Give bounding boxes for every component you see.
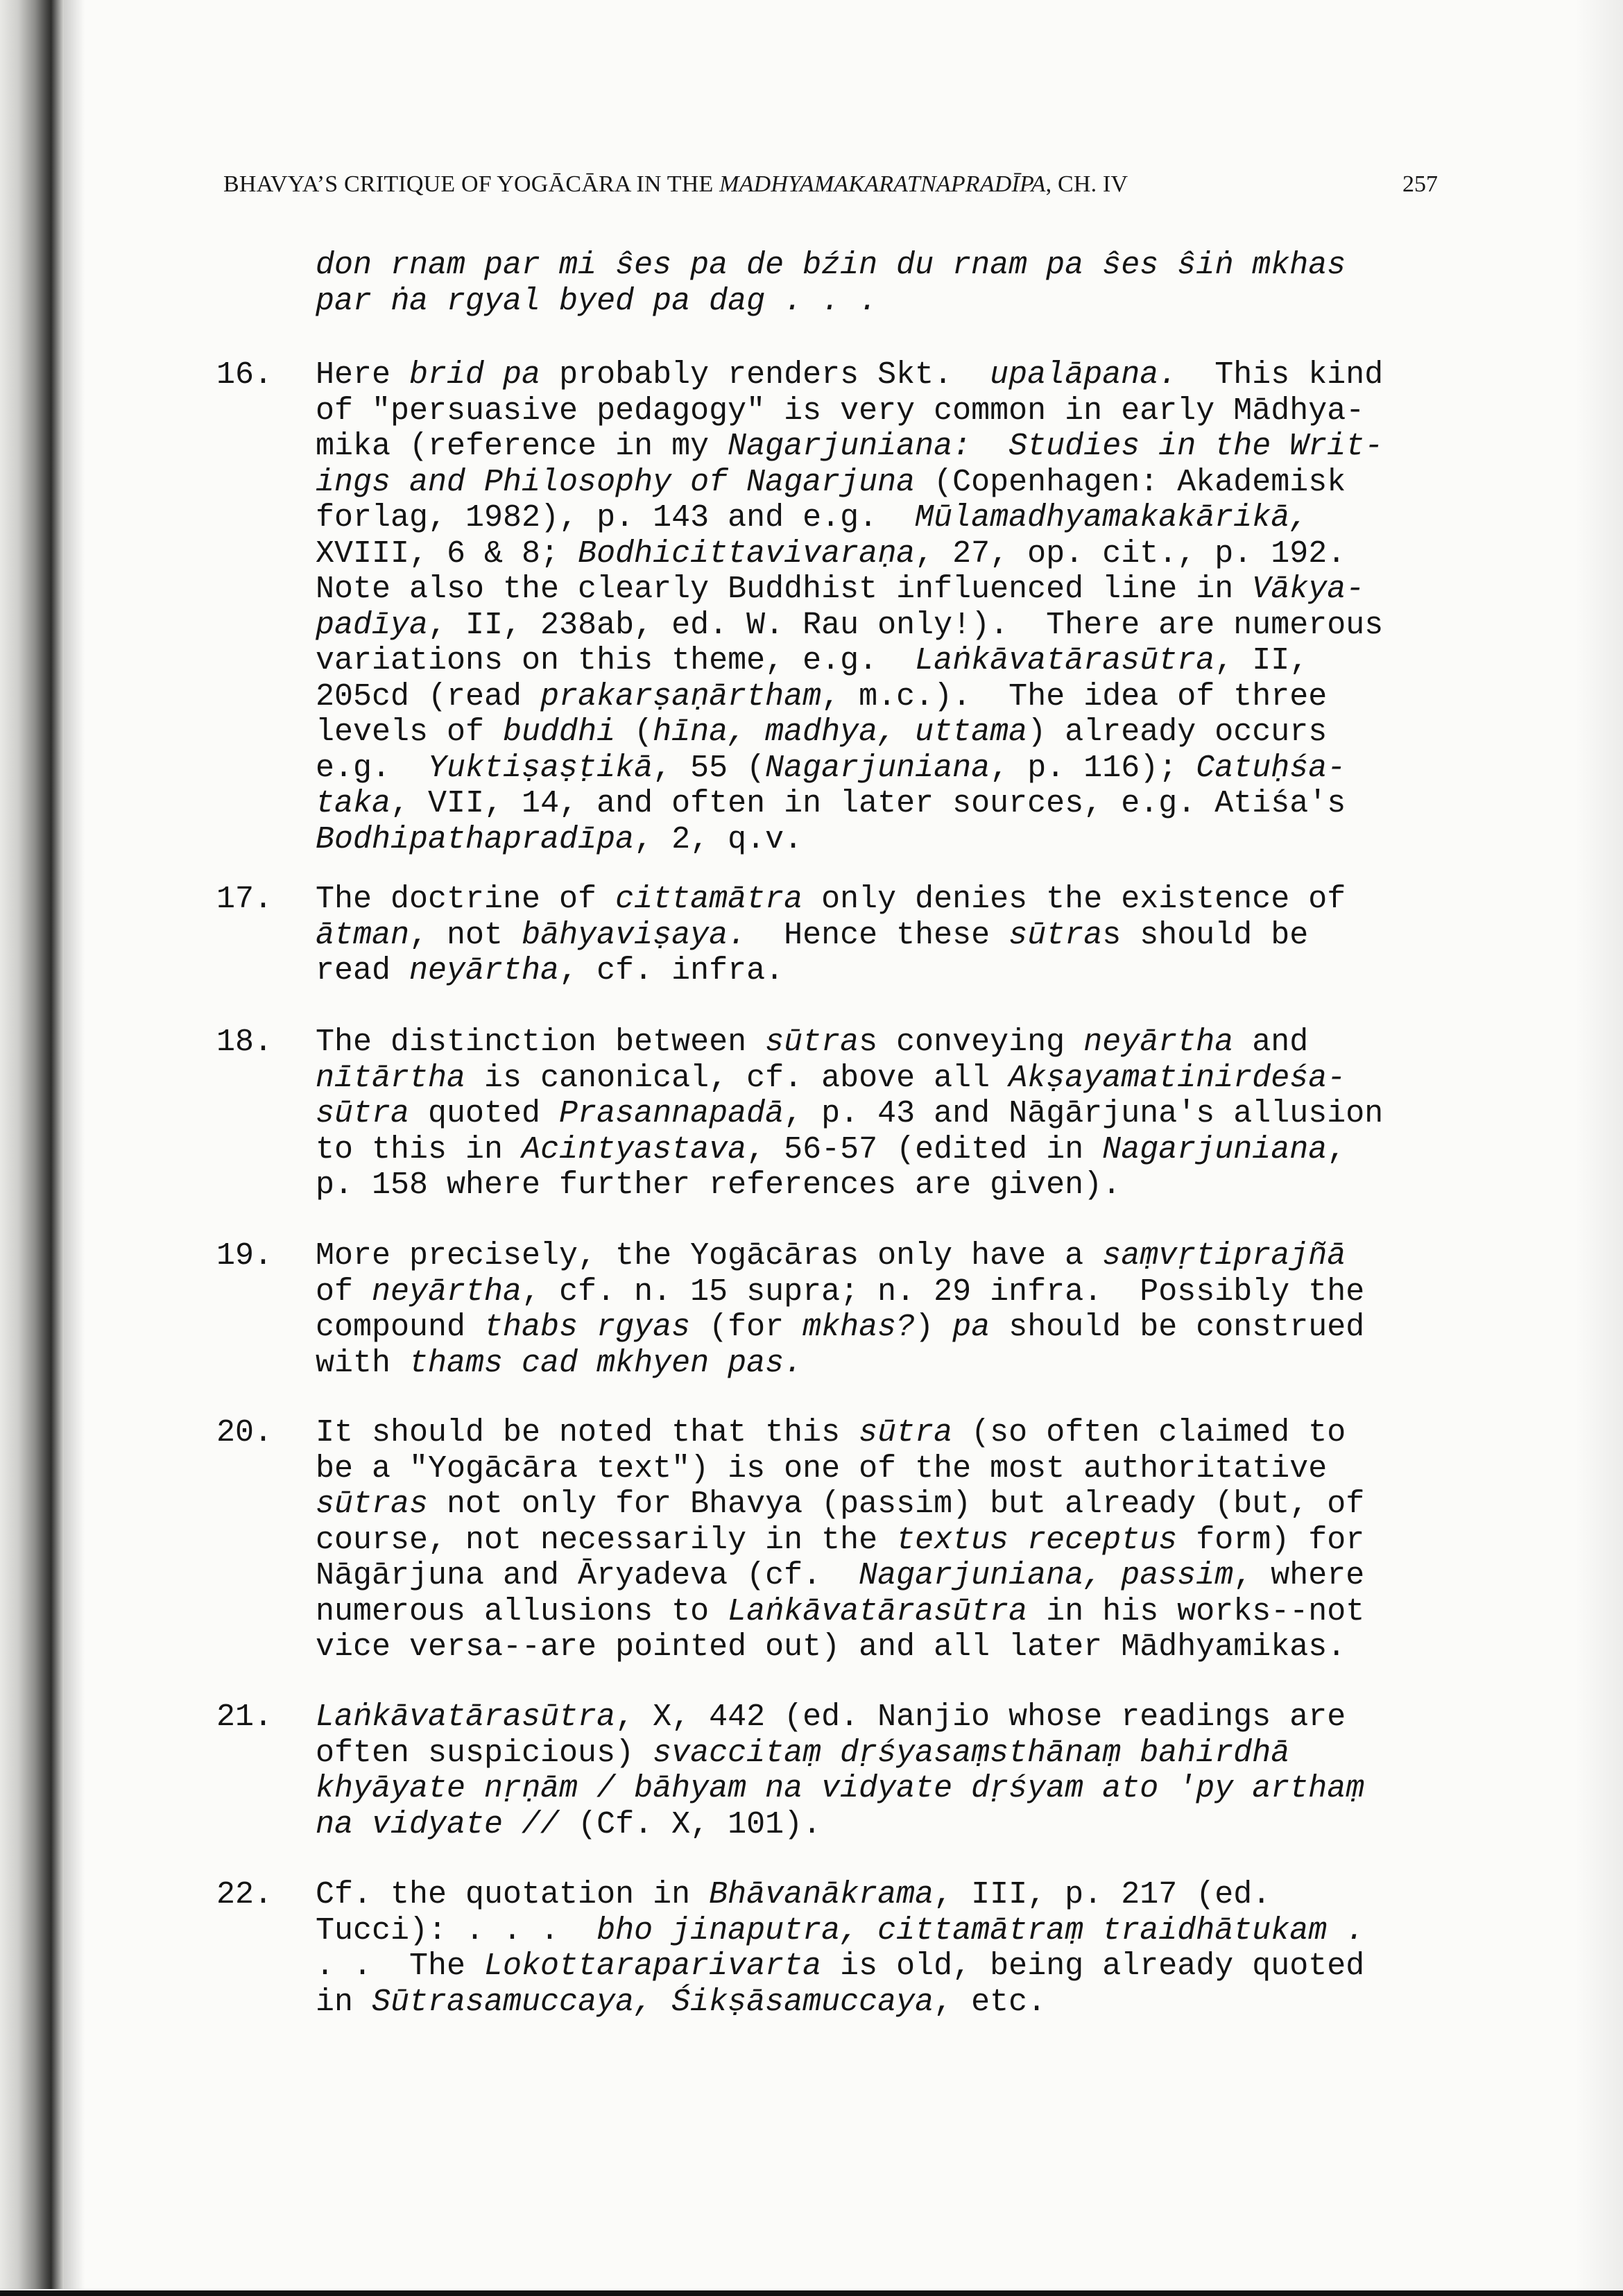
- text-line: [316, 608, 1383, 644]
- text-line: [316, 1096, 1383, 1132]
- text-line: [316, 918, 1346, 954]
- text-run: ,: [1327, 1131, 1346, 1167]
- text-run: quoted: [409, 1096, 560, 1131]
- text-run: s should be: [1102, 917, 1309, 953]
- footnote-body: [316, 1025, 1383, 1203]
- page-number: 257: [1402, 171, 1438, 197]
- italic-text: Bodhipathapradīpa: [316, 821, 635, 857]
- text-line: [316, 953, 1346, 989]
- text-run: Nāgārjuna and Āryadeva (cf.: [316, 1558, 859, 1593]
- text-line: [316, 393, 1383, 429]
- text-run: (Cf. X, 101).: [559, 1806, 822, 1842]
- italic-text: padīya: [316, 607, 429, 643]
- text-run: Note also the clearly Buddhist influenced line in: [316, 572, 1253, 607]
- text-line: [316, 1310, 1364, 1346]
- text-line: [316, 429, 1383, 465]
- text-run: probably renders Skt.: [540, 357, 990, 393]
- text-line: [316, 1807, 1364, 1843]
- text-run: ) already occurs: [1027, 714, 1328, 750]
- text-line: [316, 1274, 1364, 1310]
- italic-text: prakarṣaṇārtham: [540, 678, 822, 714]
- italic-text: Nagarjuniana: [1102, 1131, 1328, 1167]
- text-run: , p. 116);: [990, 750, 1196, 786]
- text-run: read: [316, 953, 410, 988]
- text-run: not only for Bhavya (passim) but already (but, of: [428, 1487, 1365, 1522]
- italic-text: Catuḥśa-: [1196, 750, 1346, 786]
- italic-text: taka: [316, 786, 391, 821]
- text-run: course, not necessarily in the: [316, 1522, 897, 1558]
- italic-text: Nagarjuniana: [765, 750, 990, 786]
- italic-text: textus receptus: [896, 1522, 1178, 1558]
- italic-text: Bodhicittavivaraṇa: [578, 536, 916, 572]
- text-line: [316, 1736, 1364, 1772]
- italic-text: ātman: [316, 917, 410, 953]
- footnote-number: 21.: [216, 1699, 273, 1735]
- text-run: compound: [316, 1310, 485, 1345]
- italic-text: Nagarjuniana, passim: [859, 1558, 1234, 1593]
- text-run: , III, p. 217 (ed.: [934, 1877, 1271, 1912]
- text-run: should be construed: [990, 1310, 1365, 1345]
- italic-text: Bhāvanākrama: [709, 1877, 934, 1912]
- italic-text: par ṅa rgyal byed pa dag . . .: [316, 283, 878, 319]
- text-line: [316, 1985, 1364, 2021]
- text-run: This kind: [1177, 357, 1384, 393]
- text-run: , etc.: [934, 1984, 1047, 2020]
- text-line: [316, 1913, 1364, 1949]
- italic-text: Nagarjuniana: Studies in the Writ-: [728, 429, 1384, 464]
- text-line: [316, 714, 1383, 751]
- text-run: Cf. the quotation in: [316, 1877, 710, 1912]
- text-run: only denies the existence of: [802, 882, 1346, 917]
- italic-text: khyāyate nṛṇām / bāhyam na vidyate dṛśyam ato 'py arthaṃ: [316, 1771, 1365, 1806]
- text-line: [316, 500, 1383, 536]
- running-head: [223, 171, 1451, 198]
- italic-text: mkhas?: [802, 1310, 916, 1345]
- italic-text: Laṅkāvatārasūtra: [915, 643, 1215, 678]
- text-line: [316, 1594, 1364, 1630]
- italic-text: Mūlamadhyamakakārikā,: [915, 500, 1309, 536]
- text-line: [316, 1699, 1364, 1736]
- text-run: s conveying: [859, 1025, 1084, 1060]
- text-run: mika (reference in my: [316, 429, 728, 464]
- text-line: [316, 1132, 1383, 1168]
- text-line: [316, 1948, 1364, 1985]
- italic-text: bho jinaputra, cittamātraṃ traidhātukam .: [596, 1912, 1365, 1948]
- text-run: , cf. infra.: [559, 953, 784, 988]
- text-run: of: [316, 1274, 372, 1310]
- italic-text: buddhi: [503, 714, 616, 750]
- text-run: , II,: [1214, 643, 1309, 678]
- text-run: in: [316, 1984, 372, 2020]
- text-line: [316, 1629, 1364, 1665]
- italic-text: upalāpana.: [990, 357, 1178, 393]
- text-run: , not: [409, 917, 522, 953]
- italic-text: bāhyaviṣaya.: [522, 917, 747, 953]
- text-run: and: [1233, 1025, 1309, 1060]
- text-line: [316, 536, 1383, 572]
- text-run: XVIII, 6 & 8;: [316, 536, 578, 572]
- running-head-end: , CH. IV: [1045, 171, 1128, 197]
- footnote-body: [316, 1238, 1364, 1381]
- text-run: forlag, 1982), p. 143 and e.g.: [316, 500, 916, 536]
- text-line: [316, 1238, 1364, 1274]
- italic-text: neyārtha: [372, 1274, 522, 1310]
- italic-text: sūtra: [1008, 917, 1103, 953]
- italic-text: thams cad mkhyen pas.: [409, 1345, 803, 1381]
- text-run: , p. 43 and Nāgārjuna's allusion: [784, 1096, 1384, 1131]
- text-line: [316, 248, 1346, 284]
- bottom-border: [0, 2290, 1623, 2296]
- italic-text: neyārtha: [409, 953, 560, 988]
- text-line: [316, 1415, 1364, 1451]
- text-run: , m.c.). The idea of three: [821, 678, 1328, 714]
- footnote-body: [316, 357, 1383, 857]
- text-run: e.g.: [316, 750, 429, 786]
- text-line: [316, 822, 1383, 858]
- italic-text: Prasannapadā: [559, 1096, 784, 1131]
- text-run: (Copenhagen: Akademisk: [915, 464, 1346, 500]
- text-line: [316, 786, 1383, 822]
- text-line: [316, 1025, 1383, 1061]
- running-head-plain: BHAVYA’S CRITIQUE OF YOGĀCĀRA IN THE: [223, 171, 720, 197]
- text-run: of "persuasive pedagogy" is very common in early Mādhya-: [316, 393, 1365, 429]
- italic-text: nītārtha: [316, 1060, 466, 1096]
- text-line: [316, 882, 1346, 918]
- text-run: . . The: [316, 1948, 485, 1984]
- italic-text: Laṅkāvatārasūtra: [316, 1699, 616, 1735]
- text-run: , where: [1233, 1558, 1365, 1593]
- text-run: often suspicious): [316, 1735, 653, 1771]
- italic-text: neyārtha: [1083, 1025, 1234, 1060]
- text-run: with: [316, 1345, 410, 1381]
- text-line: [316, 643, 1383, 679]
- footnote-body: [316, 1877, 1364, 2020]
- footnote-number: 22.: [216, 1877, 273, 1912]
- text-line: [316, 465, 1383, 501]
- text-run: ): [915, 1310, 953, 1345]
- italic-text: Sūtrasamuccaya, Śikṣāsamuccaya: [372, 1984, 934, 2020]
- text-run: Tucci): . . .: [316, 1912, 597, 1948]
- text-line: [316, 1877, 1364, 1913]
- italic-text: saṃvṛtiprajñā: [1102, 1238, 1346, 1274]
- text-run: levels of: [316, 714, 504, 750]
- text-run: The doctrine of: [316, 882, 616, 917]
- text-run: 205cd (read: [316, 678, 541, 714]
- text-line: [316, 1487, 1364, 1523]
- book-spine-shadow: [0, 0, 64, 2289]
- text-run: (: [615, 714, 653, 750]
- text-line: [316, 284, 1346, 320]
- text-run: Hence these: [746, 917, 1009, 953]
- italic-text: pa: [952, 1310, 990, 1345]
- italic-text: sūtra: [316, 1096, 410, 1131]
- italic-text: thabs rgyas: [484, 1310, 691, 1345]
- text-run: , 56-57 (edited in: [746, 1131, 1103, 1167]
- text-run: is canonical, cf. above all: [465, 1060, 1009, 1096]
- footnote-body: [316, 1699, 1364, 1842]
- text-line: [316, 1346, 1364, 1382]
- page-edge: [1574, 0, 1623, 2289]
- text-line: [316, 1451, 1364, 1487]
- text-run: be a "Yogācāra text") is one of the most authoritative: [316, 1450, 1328, 1487]
- text-run: , II, 238ab, ed. W. Rau only!). There are numerous: [428, 607, 1384, 643]
- text-run: , cf. n. 15 supra; n. 29 infra. Possibly the: [522, 1274, 1365, 1310]
- italic-text: Vākya-: [1252, 572, 1365, 607]
- text-run: form) for: [1177, 1522, 1365, 1558]
- italic-text: sūtras: [316, 1487, 429, 1522]
- italic-text: Akṣayamatinirdeśa-: [1008, 1060, 1346, 1096]
- text-line: [316, 1167, 1383, 1203]
- footnote-body: [316, 882, 1346, 989]
- footnote-number: 18.: [216, 1025, 273, 1060]
- footnote-body: [316, 1415, 1364, 1665]
- italic-text: ings and Philosophy of Nagarjuna: [316, 464, 916, 500]
- text-run: Here: [316, 357, 410, 393]
- text-line: [316, 1523, 1364, 1559]
- text-line: [316, 1558, 1364, 1594]
- text-line: [316, 679, 1383, 715]
- italic-text: Acintyastava: [522, 1131, 747, 1167]
- text-run: , 55 (: [653, 750, 766, 786]
- text-run: , X, 442 (ed. Nanjio whose readings are: [615, 1699, 1346, 1735]
- gutter-shadow: [64, 0, 85, 2289]
- text-run: (for: [690, 1310, 803, 1345]
- text-run: to this in: [316, 1131, 522, 1167]
- footnote-number: 20.: [216, 1415, 273, 1450]
- text-run: p. 158 where further references are given).: [316, 1167, 1122, 1203]
- footnote-continuation: [316, 248, 1346, 319]
- text-run: More precisely, the Yogācāras only have a: [316, 1238, 1103, 1274]
- footnote-number: 16.: [216, 357, 273, 393]
- italic-text: don rnam par mi ŝes pa de bźin du rnam pa ŝes ŝiṅ mkhas: [316, 248, 1346, 283]
- italic-text: Laṅkāvatārasūtra: [728, 1593, 1028, 1629]
- text-line: [316, 751, 1383, 787]
- text-run: is old, being already quoted: [821, 1948, 1365, 1984]
- text-run: vice versa--are pointed out) and all later Mādhyamikas.: [316, 1629, 1346, 1665]
- text-run: , 2, q.v.: [634, 821, 803, 857]
- text-run: , 27, op. cit., p. 192.: [915, 536, 1346, 572]
- text-line: [316, 1771, 1364, 1807]
- text-run: in his works--not: [1027, 1593, 1365, 1629]
- running-head-italic: MADHYAMAKARATNAPRADĪPA: [719, 171, 1046, 197]
- text-run: It should be noted that this: [316, 1415, 859, 1450]
- footnote-number: 17.: [216, 882, 273, 917]
- text-line: [316, 572, 1383, 608]
- footnote-number: 19.: [216, 1238, 273, 1274]
- text-line: [316, 1061, 1383, 1097]
- text-line: [316, 357, 1383, 393]
- text-run: variations on this theme, e.g.: [316, 643, 916, 678]
- text-run: numerous allusions to: [316, 1593, 728, 1629]
- text-run: , VII, 14, and often in later sources, e.g. Atiśa's: [390, 786, 1346, 821]
- italic-text: hīna, madhya, uttama: [653, 714, 1028, 750]
- text-run: (so often claimed to: [952, 1415, 1346, 1450]
- text-run: The distinction between: [316, 1025, 766, 1060]
- italic-text: cittamātra: [615, 882, 803, 917]
- italic-text: na vidyate //: [316, 1806, 560, 1842]
- italic-text: Yuktiṣaṣṭikā: [428, 750, 653, 786]
- italic-text: svaccitaṃ dṛśyasaṃsthānaṃ bahirdhā: [653, 1735, 1290, 1771]
- italic-text: sūtra: [859, 1415, 953, 1450]
- italic-text: Lokottaraparivarta: [484, 1948, 822, 1984]
- italic-text: brid pa: [409, 357, 541, 393]
- italic-text: sūtra: [765, 1025, 859, 1060]
